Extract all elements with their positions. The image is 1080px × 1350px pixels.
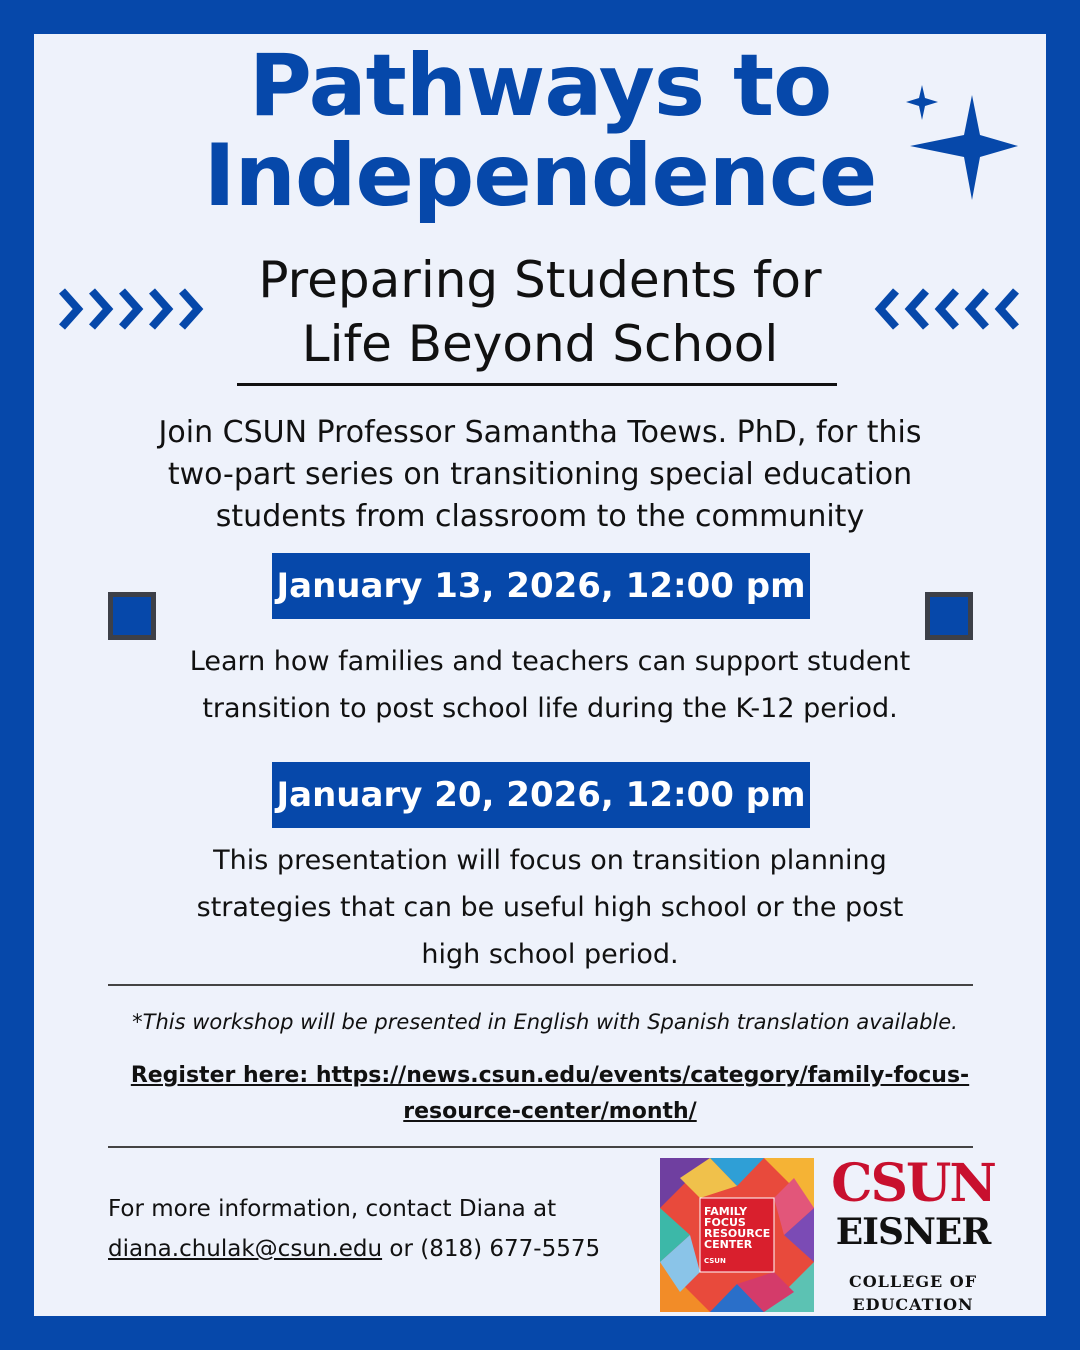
eisner-logo-text: EISNER: [835, 1211, 991, 1253]
intro-line-1: Join CSUN Professor Samantha Toews. PhD, for this: [158, 415, 922, 450]
ffrc-line-1: FAMILY: [704, 1205, 748, 1218]
translation-note: *This workshop will be presented in English with Spanish translation available.: [132, 1010, 958, 1034]
sparkle-icon: [890, 80, 1030, 210]
decorative-square-left: [108, 592, 156, 640]
chevron-right-icon: [58, 286, 208, 332]
intro-line-3: students from classroom to the community: [215, 499, 865, 534]
ffrc-line-2: FOCUS: [704, 1216, 746, 1229]
section-divider-1: [108, 984, 973, 986]
session-2-desc-line-2: strategies that can be useful high school or the post: [196, 892, 904, 923]
contact-line-1: For more information, contact Diana at: [108, 1196, 557, 1222]
ffrc-small-csun: CSUN: [704, 1257, 726, 1265]
small-sparkle-icon: [906, 85, 938, 120]
session-2-date: January 20, 2026, 12:00 pm: [272, 762, 810, 828]
session-1-date: January 13, 2026, 12:00 pm: [272, 553, 810, 619]
chevron-left-icon: [874, 286, 1024, 332]
register-link-line-2[interactable]: resource-center/month/: [403, 1099, 697, 1124]
intro-line-2: two-part series on transitioning special education: [167, 457, 913, 492]
large-sparkle-icon: [910, 95, 1018, 200]
title-line-2: Independence: [203, 126, 877, 226]
ffrc-line-3: RESOURCE: [704, 1227, 771, 1240]
ffrc-line-4: CENTER: [704, 1238, 753, 1251]
subtitle-line-1: Preparing Students for: [258, 251, 822, 309]
contact-email-link[interactable]: diana.chulak@csun.edu: [108, 1236, 383, 1262]
college-line-2: EDUCATION: [852, 1295, 974, 1314]
session-2-desc-line-1: This presentation will focus on transition planning: [213, 845, 887, 876]
csun-logo-text: CSUN: [831, 1153, 995, 1214]
subtitle-divider: [237, 383, 837, 386]
register-link-line-1[interactable]: Register here: https://news.csun.edu/events/category/family-focus-: [130, 1063, 970, 1088]
session-1-desc-line-2: transition to post school life during the K-12 period.: [202, 693, 898, 724]
decorative-square-right: [925, 592, 973, 640]
section-divider-2: [108, 1146, 973, 1148]
subtitle-line-2: Life Beyond School: [301, 315, 779, 373]
session-2-desc-line-3: high school period.: [421, 939, 679, 970]
title-line-1: Pathways to: [248, 36, 832, 136]
session-1-desc-line-1: Learn how families and teachers can support student: [189, 646, 911, 677]
contact-line-2: [108, 1230, 668, 1268]
college-line-1: COLLEGE OF: [848, 1272, 978, 1291]
contact-phone: or (818) 677-5575: [382, 1236, 601, 1262]
